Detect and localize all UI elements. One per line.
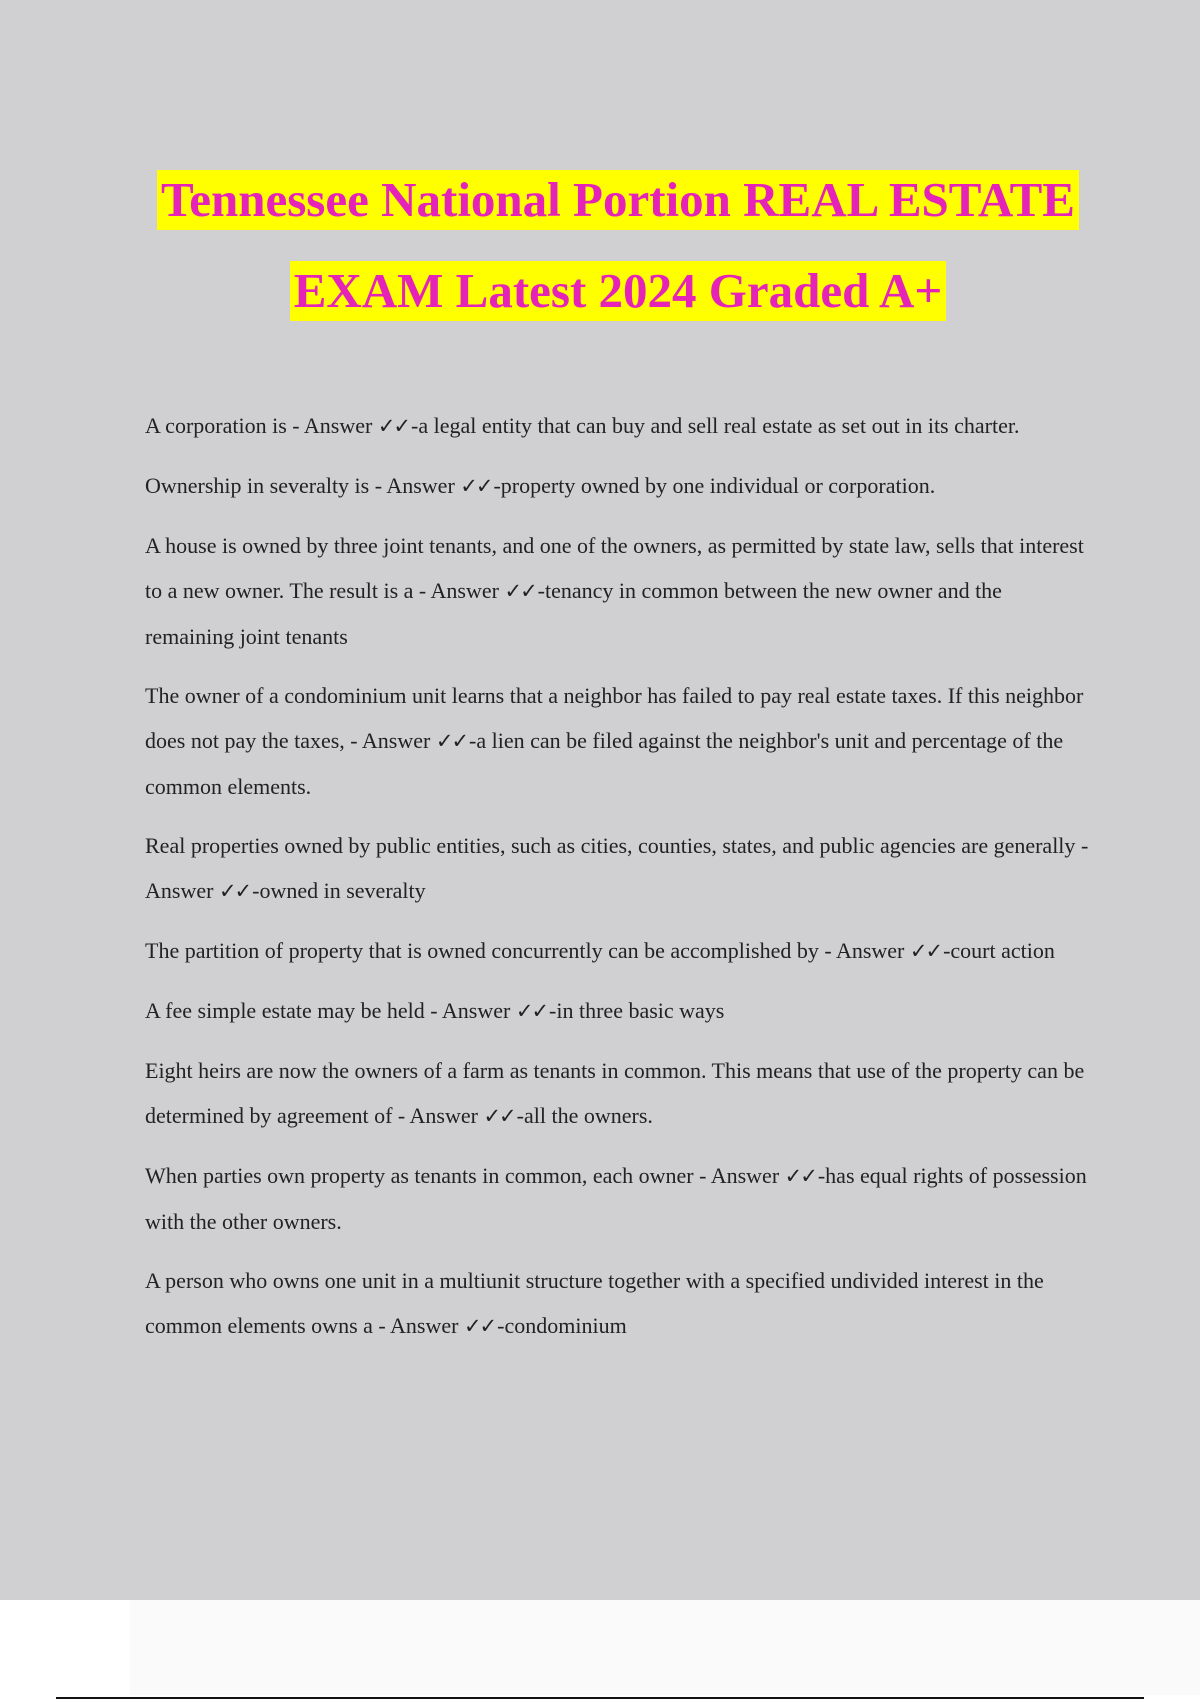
footer-area bbox=[130, 1600, 1200, 1695]
answer-text: -has equal rights of possession with the other owners. bbox=[145, 1163, 1087, 1234]
title-line-2: EXAM Latest 2024 Graded A+ bbox=[290, 261, 947, 321]
document-title bbox=[0, 170, 1200, 321]
question-text: A corporation is bbox=[145, 413, 287, 438]
answer-text: -all the owners. bbox=[516, 1103, 653, 1128]
check-icon: ✓✓ bbox=[784, 1164, 816, 1188]
answer-marker: - Answer bbox=[344, 728, 436, 753]
check-icon: ✓✓ bbox=[483, 1104, 515, 1128]
answer-marker: - Answer bbox=[369, 473, 461, 498]
check-icon: ✓✓ bbox=[504, 579, 536, 603]
qa-item bbox=[145, 673, 1090, 809]
answer-marker: - Answer bbox=[413, 578, 505, 603]
qa-item bbox=[145, 523, 1090, 659]
title-line-1: Tennessee National Portion REAL ESTATE bbox=[157, 170, 1079, 230]
qa-item bbox=[145, 463, 1090, 509]
answer-marker: - Answer bbox=[372, 1313, 464, 1338]
answer-marker: - Answer bbox=[145, 833, 1089, 903]
answer-text: -a lien can be filed against the neighbor's unit and percentage of the common elements. bbox=[145, 728, 1064, 799]
answer-marker: - Answer bbox=[392, 1103, 484, 1128]
answer-text: -court action bbox=[943, 938, 1055, 963]
question-text: The partition of property that is owned concurrently can be accomplished by bbox=[145, 938, 819, 963]
question-text: A person who owns one unit in a multiunit structure together with a specified undivided interest in the common elements owns a bbox=[145, 1268, 1044, 1338]
answer-text: -a legal entity that can buy and sell real estate as set out in its charter. bbox=[411, 413, 1020, 438]
question-text: A house is owned by three joint tenants, and one of the owners, as permitted by state law, sells that interest to a new owner. The result is a bbox=[145, 533, 1084, 603]
question-text: Eight heirs are now the owners of a farm as tenants in common. This means that use of the property can be determined by agreement of bbox=[145, 1058, 1085, 1128]
question-answer-list bbox=[145, 403, 1090, 1363]
answer-text: -property owned by one individual or corporation. bbox=[493, 473, 936, 498]
check-icon: ✓✓ bbox=[515, 999, 548, 1023]
answer-marker: - Answer bbox=[286, 413, 378, 438]
check-icon: ✓✓ bbox=[909, 939, 942, 963]
answer-text: -owned in severalty bbox=[252, 878, 426, 903]
question-text: The owner of a condominium unit learns that a neighbor has failed to pay real estate taxes. If this neighbor does not pay the taxes, bbox=[145, 683, 1084, 753]
qa-item bbox=[145, 928, 1090, 974]
answer-marker: - Answer bbox=[693, 1163, 785, 1188]
qa-item bbox=[145, 823, 1090, 914]
check-icon: ✓✓ bbox=[218, 879, 251, 903]
question-text: Real properties owned by public entities, such as cities, counties, states, and public agencies are generally bbox=[145, 833, 1076, 858]
qa-item bbox=[145, 403, 1090, 449]
qa-item bbox=[145, 1048, 1090, 1139]
answer-text: -tenancy in common between the new owner and the remaining joint tenants bbox=[145, 578, 1002, 649]
answer-text: -in three basic ways bbox=[549, 998, 725, 1023]
answer-text: -condominium bbox=[497, 1313, 627, 1338]
question-text: When parties own property as tenants in common, each owner bbox=[145, 1163, 694, 1188]
qa-item bbox=[145, 1153, 1090, 1244]
check-icon: ✓✓ bbox=[463, 1314, 496, 1338]
question-text: Ownership in severalty is bbox=[145, 473, 370, 498]
answer-marker: - Answer bbox=[424, 998, 516, 1023]
footer-divider bbox=[56, 1697, 1144, 1699]
check-icon: ✓✓ bbox=[460, 474, 492, 498]
qa-item bbox=[145, 1258, 1090, 1349]
check-icon: ✓✓ bbox=[435, 729, 468, 753]
qa-item bbox=[145, 988, 1090, 1034]
answer-marker: - Answer bbox=[818, 938, 910, 963]
check-icon: ✓✓ bbox=[377, 414, 410, 438]
question-text: A fee simple estate may be held bbox=[145, 998, 425, 1023]
